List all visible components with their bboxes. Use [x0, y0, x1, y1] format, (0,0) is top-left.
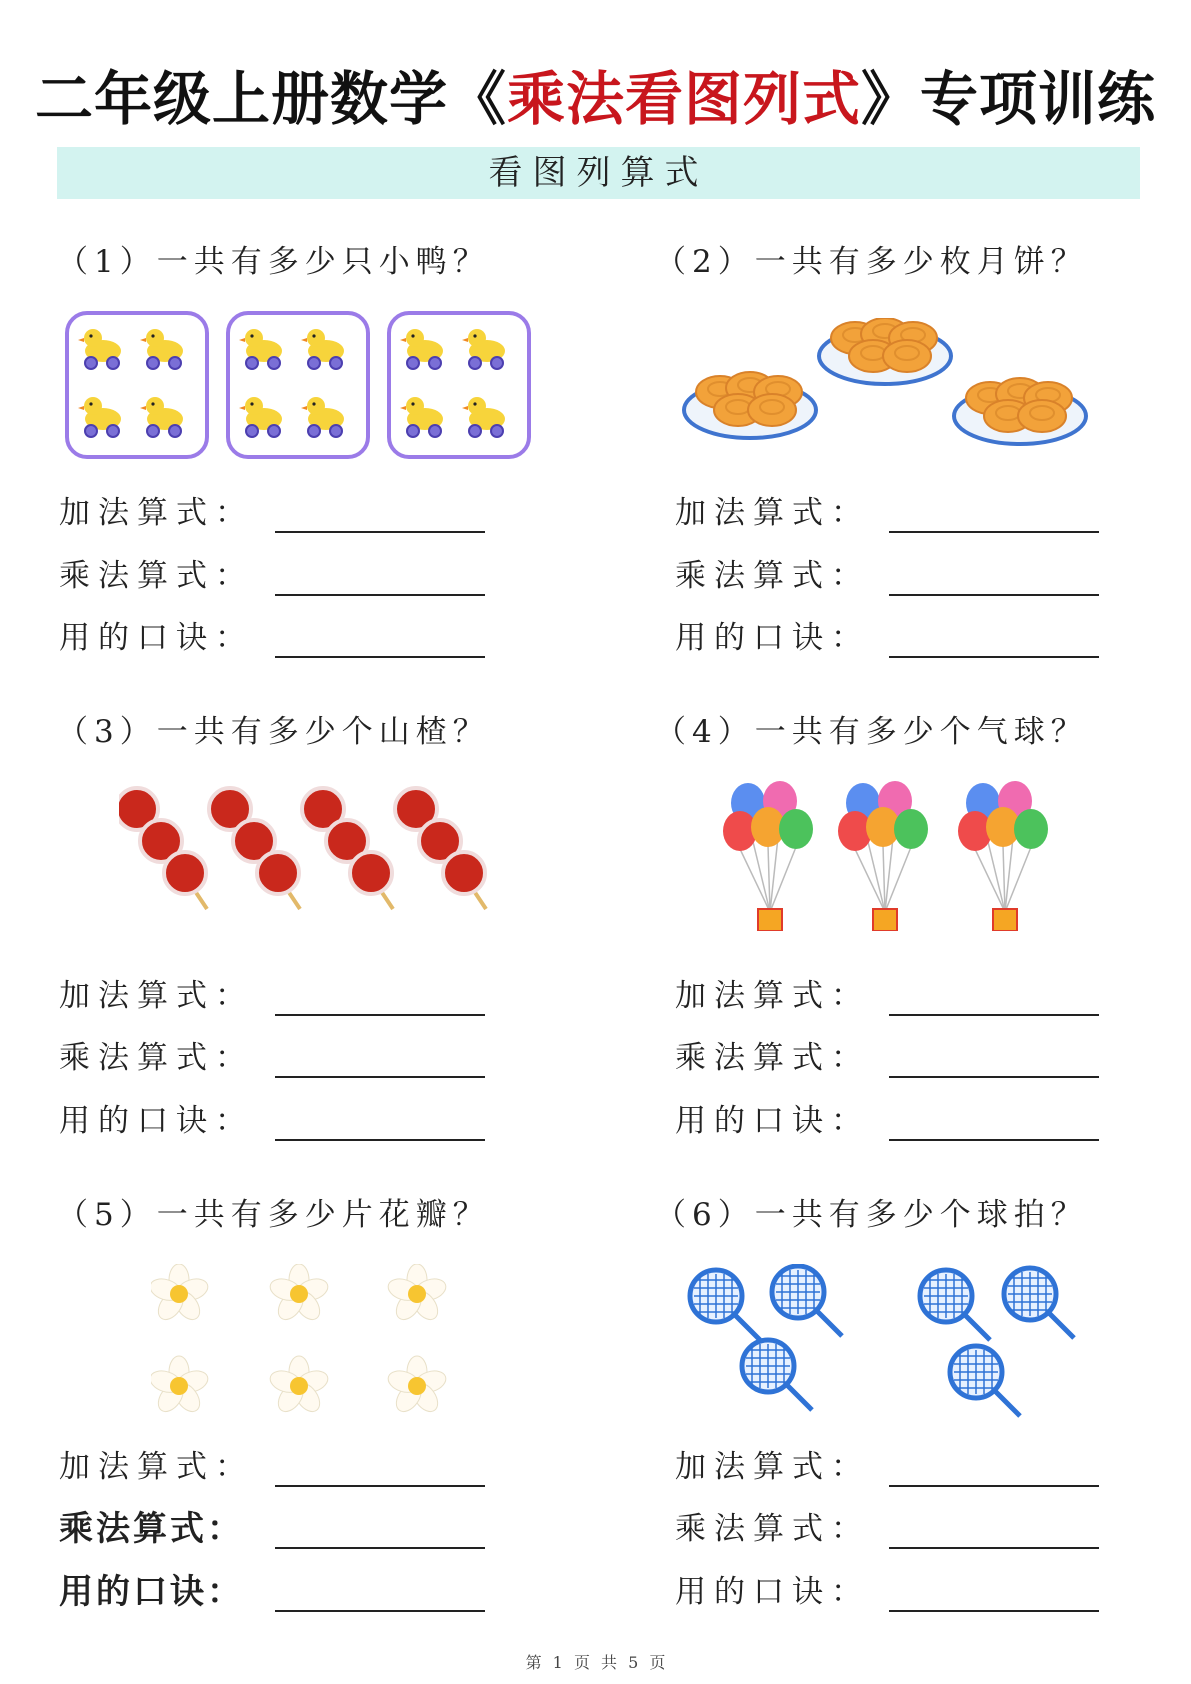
answer-label-addition: 加法算式：: [59, 495, 254, 531]
duck-wheel: [491, 357, 503, 369]
answer-label-multiplication: 乘法算式：: [675, 1511, 870, 1547]
answer-blank-rhyme[interactable]: [275, 1139, 485, 1141]
flower-icon: [385, 1264, 448, 1324]
balloon: [1014, 809, 1048, 849]
racket-icon: [772, 1266, 842, 1336]
flower-center: [170, 1285, 188, 1303]
duck-wheel: [246, 357, 258, 369]
duck-wheel: [107, 357, 119, 369]
problem-picture-balloons: [718, 769, 1053, 935]
candied-hawthorn-stick: [119, 788, 207, 909]
duck-eye: [411, 402, 414, 405]
title-highlight: 乘法看图列式: [506, 65, 861, 133]
answer-label-addition: 加法算式：: [675, 495, 870, 531]
duck-wheel: [85, 357, 97, 369]
answer-blank-addition[interactable]: [275, 531, 485, 533]
flower-icon: [151, 1356, 211, 1416]
duck-head: [406, 397, 424, 415]
balloon-bunch: [958, 781, 1048, 931]
duck-head: [468, 397, 486, 415]
answer-blank-rhyme[interactable]: [275, 656, 485, 658]
answer-blank-multiplication[interactable]: [275, 594, 485, 596]
answer-blank-addition[interactable]: [889, 531, 1099, 533]
duck-wheel: [268, 425, 280, 437]
answer-label-addition: 加法算式：: [675, 1449, 870, 1485]
duck-wheel: [308, 357, 320, 369]
duck-head: [307, 329, 325, 347]
problem-question: （3）一共有多少个山楂？: [57, 714, 490, 750]
answer-blank-multiplication[interactable]: [275, 1076, 485, 1078]
duck-eye: [89, 402, 92, 405]
duck-eye: [473, 334, 476, 337]
flower-icon: [267, 1264, 330, 1324]
hawthorn-ball: [257, 852, 299, 894]
gift-box: [873, 909, 897, 931]
duck-eye: [411, 334, 414, 337]
balloon-bunch: [838, 781, 928, 931]
answer-blank-rhyme[interactable]: [889, 1139, 1099, 1141]
answer-blank-addition[interactable]: [275, 1485, 485, 1487]
gift-box: [758, 909, 782, 931]
mooncake: [748, 394, 796, 426]
candied-hawthorn-stick: [395, 788, 486, 909]
answer-label-addition: 加法算式：: [59, 978, 254, 1014]
answer-label-rhyme: 用的口诀：: [59, 1572, 244, 1612]
answer-label-rhyme: 用的口诀：: [675, 1103, 870, 1139]
duck-wheel: [429, 425, 441, 437]
flower-center: [408, 1285, 426, 1303]
problem-picture-candied-hawthorn: [119, 783, 502, 917]
flower-center: [408, 1377, 426, 1395]
flower-center: [290, 1285, 308, 1303]
balloon-string: [975, 849, 1005, 912]
problem-question: （1）一共有多少只小鸭？: [57, 244, 490, 280]
flower-icon: [267, 1356, 330, 1416]
duck-wheel: [330, 425, 342, 437]
answer-blank-rhyme[interactable]: [889, 1610, 1099, 1612]
flower-icon: [151, 1264, 211, 1324]
racket-handle: [816, 1310, 842, 1336]
answer-blank-multiplication[interactable]: [275, 1547, 485, 1549]
racket-handle: [786, 1384, 812, 1410]
flower-icon: [385, 1356, 448, 1416]
mooncake-plate: [954, 378, 1086, 444]
racket-icon: [742, 1340, 812, 1410]
problem-picture-flowers: [151, 1264, 454, 1424]
duck-head: [245, 397, 263, 415]
hawthorn-ball: [164, 852, 206, 894]
racket-icon: [920, 1270, 990, 1340]
balloon-string: [740, 849, 770, 912]
mooncake: [883, 340, 931, 372]
answer-label-multiplication: 乘法算式：: [675, 1040, 870, 1076]
page-footer: 第 1 页 共 5 页: [525, 1653, 666, 1672]
duck-head: [307, 397, 325, 415]
problem-question: （5）一共有多少片花瓣？: [57, 1197, 490, 1233]
answer-label-rhyme: 用的口诀：: [59, 620, 254, 656]
problem-picture-rackets: [686, 1264, 1080, 1424]
balloon: [779, 809, 813, 849]
racket-handle: [734, 1314, 760, 1340]
duck-wheel: [147, 425, 159, 437]
duck-wheel: [491, 425, 503, 437]
answer-label-rhyme: 用的口诀：: [59, 1103, 254, 1139]
answer-label-rhyme: 用的口诀：: [675, 620, 870, 656]
duck-eye: [151, 334, 154, 337]
balloon-string: [855, 849, 885, 912]
answer-blank-rhyme[interactable]: [275, 1610, 485, 1612]
duck-eye: [151, 402, 154, 405]
problem-question: （6）一共有多少个球拍？: [655, 1197, 1088, 1233]
mooncake-plate: [819, 318, 951, 384]
flowers-illustration: [151, 1264, 454, 1420]
duck-wheel: [407, 357, 419, 369]
answer-blank-addition[interactable]: [275, 1014, 485, 1016]
answer-blank-rhyme[interactable]: [889, 656, 1099, 658]
balloon: [894, 809, 928, 849]
answer-label-rhyme: 用的口诀：: [675, 1574, 870, 1610]
balloon-bunch: [723, 781, 813, 931]
answer-label-addition: 加法算式：: [59, 1449, 254, 1485]
duck-wheel: [330, 357, 342, 369]
balloons-illustration: [718, 769, 1053, 931]
duck-wheel: [147, 357, 159, 369]
duck-wheel: [107, 425, 119, 437]
duck-head: [84, 397, 102, 415]
candied-hawthorn-stick: [209, 788, 300, 909]
duck-wheel: [268, 357, 280, 369]
flower-center: [170, 1377, 188, 1395]
candied-hawthorn-illustration: [119, 783, 502, 913]
title-prefix: 二年级上册数学《: [34, 65, 507, 133]
duck-wheel: [246, 425, 258, 437]
duck-wheel: [169, 357, 181, 369]
duck-head: [84, 329, 102, 347]
racket-icon: [950, 1346, 1020, 1416]
answer-label-multiplication: 乘法算式：: [59, 1040, 254, 1076]
duck-eye: [312, 334, 315, 337]
racket-icon: [1004, 1268, 1074, 1338]
racket-icon: [690, 1270, 760, 1340]
answer-blank-multiplication[interactable]: [889, 1076, 1099, 1078]
duck-wheel: [308, 425, 320, 437]
duck-head: [468, 329, 486, 347]
problem-picture-ducks: [65, 311, 531, 465]
problem-picture-mooncakes: [680, 318, 1093, 458]
duck-eye: [89, 334, 92, 337]
duck-wheel: [169, 425, 181, 437]
duck-head: [406, 329, 424, 347]
duck-head: [146, 397, 164, 415]
answer-blank-multiplication[interactable]: [889, 1547, 1099, 1549]
hawthorn-ball: [443, 852, 485, 894]
duck-eye: [250, 402, 253, 405]
racket-handle: [1048, 1312, 1074, 1338]
duck-head: [245, 329, 263, 347]
title-suffix: 》专项训练: [861, 65, 1157, 133]
gift-box: [993, 909, 1017, 931]
duck-eye: [250, 334, 253, 337]
duck-eye: [312, 402, 315, 405]
duck-wheel: [85, 425, 97, 437]
answer-label-addition: 加法算式：: [675, 978, 870, 1014]
mooncake: [1018, 400, 1066, 432]
duck-wheel: [429, 357, 441, 369]
duck-head: [146, 329, 164, 347]
answer-label-multiplication: 乘法算式：: [59, 1509, 244, 1549]
duck-wheel: [469, 357, 481, 369]
answer-blank-addition[interactable]: [889, 1485, 1099, 1487]
mooncake-plate: [684, 372, 816, 438]
answer-blank-addition[interactable]: [889, 1014, 1099, 1016]
ducks-illustration: [65, 311, 531, 461]
answer-blank-multiplication[interactable]: [889, 594, 1099, 596]
section-banner: 看图列算式: [57, 147, 1140, 199]
duck-wheel: [407, 425, 419, 437]
flower-center: [290, 1377, 308, 1395]
racket-handle: [964, 1314, 990, 1340]
duck-eye: [473, 402, 476, 405]
duck-wheel: [469, 425, 481, 437]
rackets-illustration: [686, 1264, 1080, 1420]
hawthorn-ball: [350, 852, 392, 894]
page-title: [0, 52, 1191, 136]
answer-label-multiplication: 乘法算式：: [59, 558, 254, 594]
answer-label-multiplication: 乘法算式：: [675, 558, 870, 594]
problem-question: （4）一共有多少个气球？: [655, 714, 1088, 750]
mooncakes-illustration: [680, 318, 1093, 454]
racket-handle: [994, 1390, 1020, 1416]
problem-question: （2）一共有多少枚月饼？: [655, 244, 1088, 280]
candied-hawthorn-stick: [302, 788, 393, 909]
